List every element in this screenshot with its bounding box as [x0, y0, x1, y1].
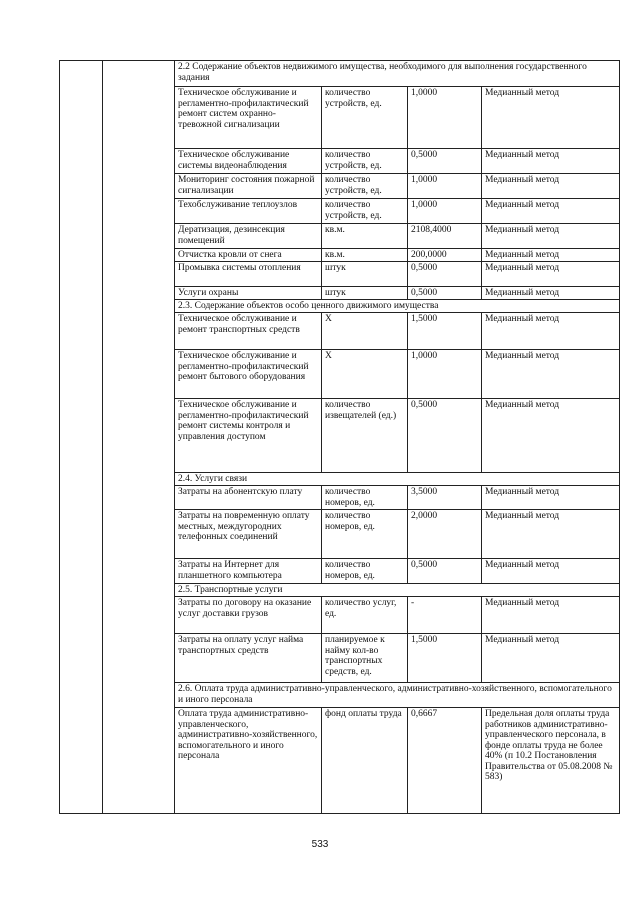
cost-name-cell: Техническое обслуживание системы видеонаблюдения: [175, 149, 322, 174]
method-cell: Медианный метод: [482, 174, 620, 199]
left-margin-column: [60, 61, 103, 814]
norm-value-cell: 1,0000: [408, 199, 482, 224]
norm-value-cell: 3,5000: [408, 486, 482, 510]
cost-name-cell: Техническое обслуживание и ремонт транспортных средств: [175, 313, 322, 350]
method-cell: Медианный метод: [482, 287, 620, 300]
norm-value-cell: 1,5000: [408, 634, 482, 683]
section-title: 2.2 Содержание объектов недвижимого имущества, необходимого для выполнения государственного задания: [175, 61, 620, 87]
unit-cell: количество номеров, ед.: [322, 486, 408, 510]
unit-cell: X: [322, 313, 408, 350]
section-title: 2.5. Транспортные услуги: [175, 584, 620, 597]
unit-cell: количество услуг, ед.: [322, 597, 408, 634]
unit-cell: кв.м.: [322, 224, 408, 249]
section-title: 2.6. Оплата труда административно-управленческого, административно-хозяйственного, вспомогательного и иного персонала: [175, 683, 620, 708]
method-cell: Медианный метод: [482, 262, 620, 287]
category-column: [103, 61, 175, 814]
method-cell: Предельная доля оплаты труда работников административно-управленческого персонала, в фонде оплаты труда не более 40% (п 10.2 Постановления Правительства от 05.08.2008 № 583): [482, 708, 620, 814]
method-cell: Медианный метод: [482, 149, 620, 174]
norm-value-cell: 1,0000: [408, 350, 482, 399]
cost-name-cell: Затраты на повременную оплату местных, междугородних телефонных соединений: [175, 510, 322, 559]
cost-name-cell: Услуги охраны: [175, 287, 322, 300]
method-cell: Медианный метод: [482, 87, 620, 149]
cost-name-cell: Техническое обслуживание и регламентно-профилактический ремонт систем охранно-тревожной сигнализации: [175, 87, 322, 149]
cost-name-cell: Оплата труда административно-управленческого, административно-хозяйственного, вспомогательного и иного персонала: [175, 708, 322, 814]
unit-cell: планируемое к найму кол-во транспортных средств, ед.: [322, 634, 408, 683]
norm-value-cell: 0,6667: [408, 708, 482, 814]
cost-norms-table: [59, 60, 620, 814]
norm-value-cell: 2108,4000: [408, 224, 482, 249]
unit-cell: штук: [322, 262, 408, 287]
method-cell: Медианный метод: [482, 634, 620, 683]
unit-cell: количество устройств, ед.: [322, 199, 408, 224]
unit-cell: количество номеров, ед.: [322, 559, 408, 584]
method-cell: Медианный метод: [482, 199, 620, 224]
unit-cell: количество номеров, ед.: [322, 510, 408, 559]
section-title: 2.3. Содержание объектов особо ценного движимого имущества: [175, 300, 620, 313]
unit-cell: кв.м.: [322, 249, 408, 262]
unit-cell: количество устройств, ед.: [322, 87, 408, 149]
cost-name-cell: Техническое обслуживание и регламентно-профилактический ремонт бытового оборудования: [175, 350, 322, 399]
norm-value-cell: 0,5000: [408, 399, 482, 473]
method-cell: Медианный метод: [482, 597, 620, 634]
norm-value-cell: 0,5000: [408, 262, 482, 287]
norm-value-cell: 1,0000: [408, 87, 482, 149]
cost-name-cell: Затраты на оплату услуг найма транспортных средств: [175, 634, 322, 683]
norm-value-cell: 2,0000: [408, 510, 482, 559]
cost-name-cell: Затраты на абонентскую плату: [175, 486, 322, 510]
unit-cell: количество извещателей (ед.): [322, 399, 408, 473]
cost-name-cell: Техобслуживание теплоузлов: [175, 199, 322, 224]
norm-value-cell: 1,0000: [408, 174, 482, 199]
section-title: 2.4. Услуги связи: [175, 473, 620, 486]
method-cell: Медианный метод: [482, 350, 620, 399]
method-cell: Медианный метод: [482, 399, 620, 473]
page-number: 533: [311, 839, 329, 850]
method-cell: Медианный метод: [482, 224, 620, 249]
unit-cell: количество устройств, ед.: [322, 149, 408, 174]
unit-cell: штук: [322, 287, 408, 300]
section-header-row: [60, 61, 620, 87]
unit-cell: X: [322, 350, 408, 399]
norm-value-cell: 0,5000: [408, 559, 482, 584]
method-cell: Медианный метод: [482, 313, 620, 350]
cost-name-cell: Мониторинг состояния пожарной сигнализации: [175, 174, 322, 199]
norm-value-cell: 0,5000: [408, 149, 482, 174]
method-cell: Медианный метод: [482, 559, 620, 584]
cost-name-cell: Техническое обслуживание и регламентно-профилактический ремонт системы контроля и управления доступом: [175, 399, 322, 473]
cost-name-cell: Затраты на Интернет для планшетного компьютера: [175, 559, 322, 584]
cost-name-cell: Отчистка кровли от снега: [175, 249, 322, 262]
cost-name-cell: Затраты по договору на оказание услуг доставки грузов: [175, 597, 322, 634]
norm-value-cell: 200,0000: [408, 249, 482, 262]
unit-cell: количество устройств, ед.: [322, 174, 408, 199]
method-cell: Медианный метод: [482, 249, 620, 262]
method-cell: Медианный метод: [482, 486, 620, 510]
table-body: [60, 61, 620, 814]
norm-value-cell: -: [408, 597, 482, 634]
unit-cell: фонд оплаты труда: [322, 708, 408, 814]
norm-value-cell: 1,5000: [408, 313, 482, 350]
cost-name-cell: Дератизация, дезинсекция помещений: [175, 224, 322, 249]
method-cell: Медианный метод: [482, 510, 620, 559]
norm-value-cell: 0,5000: [408, 287, 482, 300]
cost-name-cell: Промывка системы отопления: [175, 262, 322, 287]
